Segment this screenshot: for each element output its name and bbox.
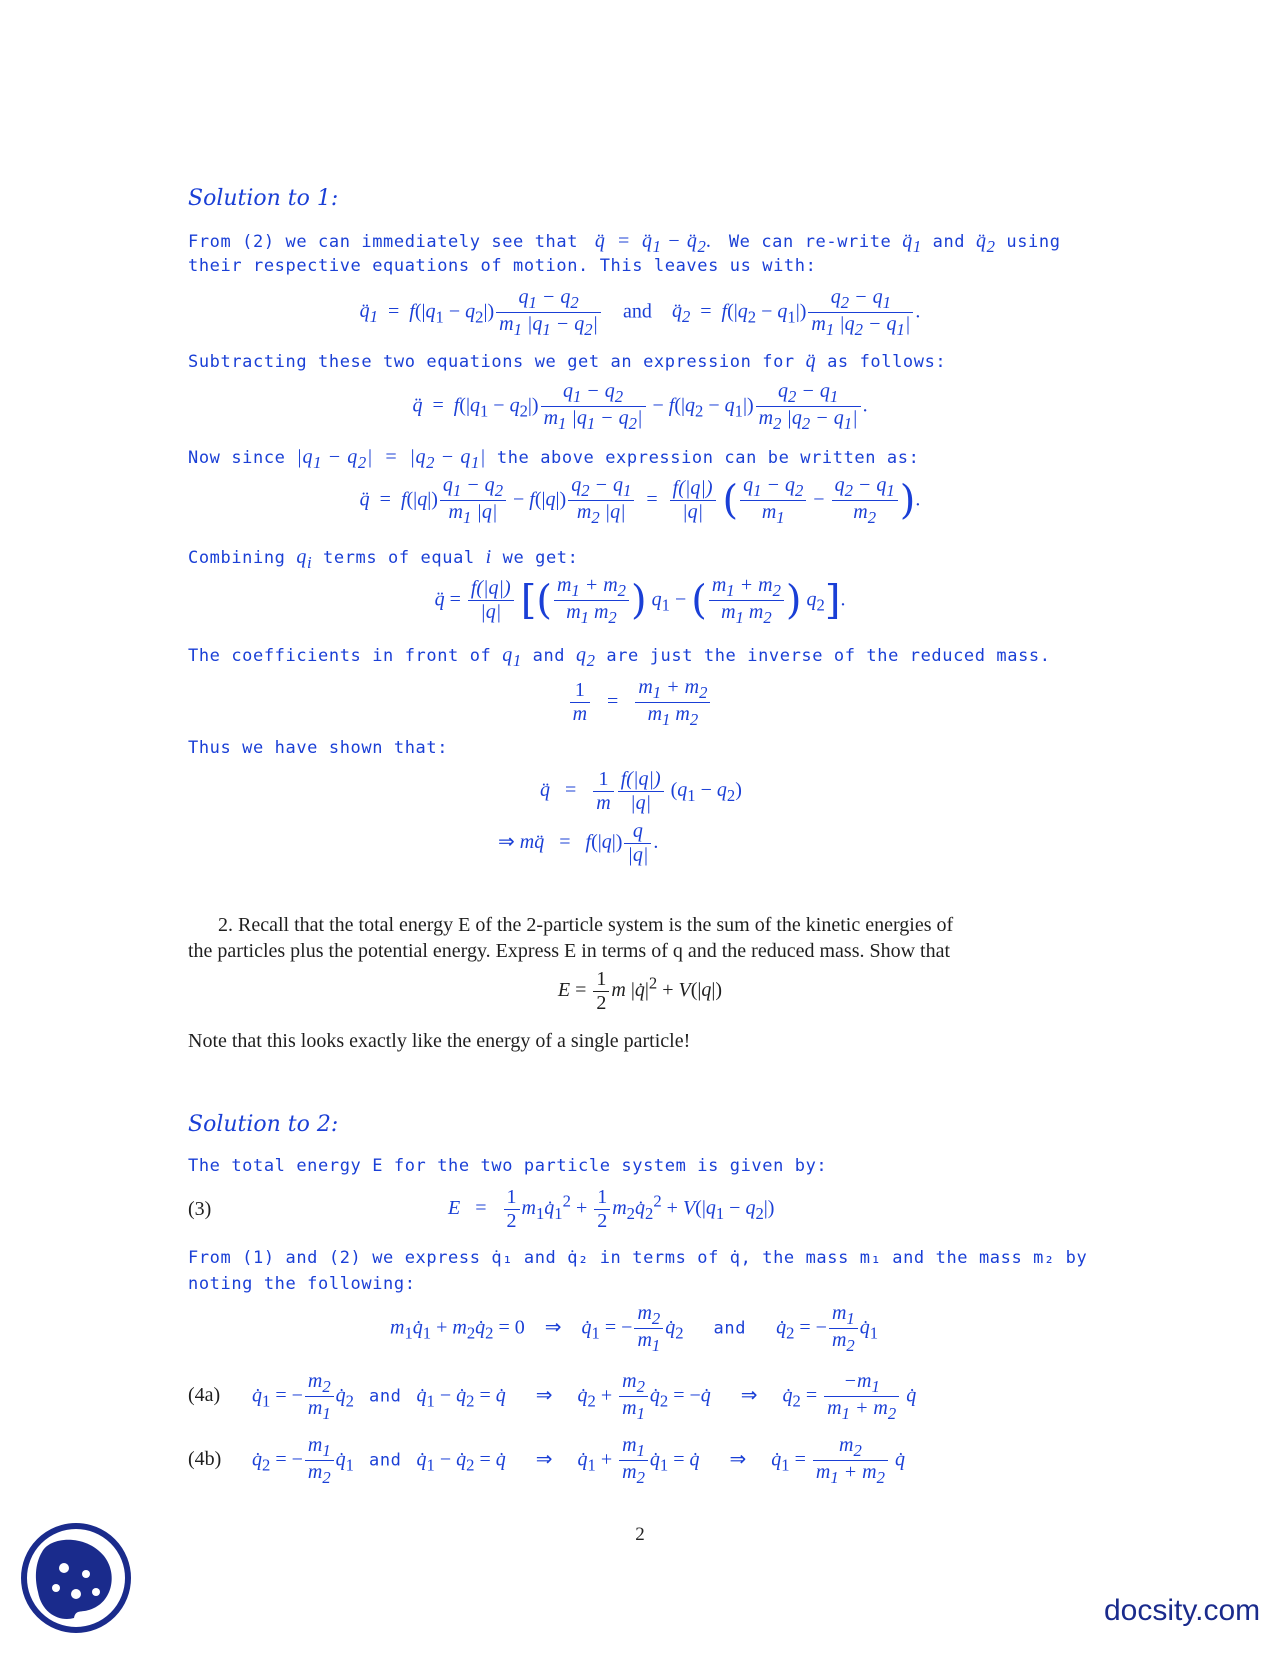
equation-4a-label: (4a) [188, 1384, 221, 1406]
equation-3-label: (3) [188, 1198, 212, 1220]
equation-4b: $q̇_2$ = − $\frac{m_1}{m_2}$ $q̇_1$ and $q̇_1$ − $q̇_2$ = q̇ ⇒ $q̇_1$ + $\frac{m_1}{m_2}$ $q̇_1$ = q̇ ⇒ $q̇_1$ = $\frac{m_2}{m_1 + m_2}$ q̇ [252, 1434, 905, 1488]
solution-2-from-text-line-1: From (1) and (2) we express q̇₁ and q̇₂ in terms of q̇, the mass m₁ and the mass m₂ by [188, 1248, 1088, 1268]
equation-qddot-result: q̈ = $\frac{1}{m}$ $\frac{f(|q|)}{|q|}$ $(q_1 - q_2)$ [540, 768, 742, 814]
solution-2-from-text-line-2: noting the following: [188, 1274, 416, 1294]
equation-energy-target: E = $\frac{1}{2}$ m $|q̇|^2 + V(|q|)$ [557, 968, 723, 1014]
solution-1-thus-text: Thus we have shown that: [188, 738, 449, 758]
equation-reduced-mass: $\frac{1}{m}$ = $\frac{m_1 + m_2}{m_1 m_2}$ [0, 676, 1280, 729]
equation-newton-form: ⇒ mq̈ = f(|q|) $\frac{q}{|q|}$ . [498, 820, 659, 866]
solution-1-subtracting-text: Subtracting these two equations we get an expression for q̈ as follows: [188, 350, 947, 372]
problem-2-note: Note that this looks exactly like the energy of a single particle! [188, 1030, 691, 1052]
equation-momentum-relation: $m_1q̇_1$ + $m_2q̇_2 = 0$ ⇒ $q̇_1$ = − $\frac{m_2}{m_1}$ $q̇_2$ and $q̇_2$ = − $\frac{m_1}{m_2}$ $q̇_1$ [390, 1302, 879, 1356]
equation-4b-label: (4b) [188, 1448, 222, 1470]
solution-2-total-energy-text: The total energy E for the two particle system is given by: [188, 1156, 828, 1176]
equation-qddot-difference: q̈ = $f(|q_1 - q_2|)$ $\frac{q_1 - q_2}{m_1 |q_1 - q_2|}$ − $f(|q_2 - q_1|)$ $\frac{q_2 - q_1}{m_2 |q_2 - q_1|}$ . [412, 380, 868, 434]
equation-qddot-components: $q̈_1 = f(|q_1 - q_2|)$ $\frac{q_1 - q_2}{m_1 |q_1 - q_2|}$ and $q̈_2 = f(|q_2 - q_1|)$ $\frac{q_2 - q_1}{m_1 |q_2 - q_1|}$ . [359, 286, 921, 340]
docsity-logo-icon [20, 1522, 132, 1634]
equation-4a: $q̇_1$ = − $\frac{m_2}{m_1}$ $q̇_2$ and $q̇_1$ − $q̇_2$ = q̇ ⇒ $q̇_2$ + $\frac{m_2}{m_1}$ $q̇_2$ = −q̇ ⇒ $q̇_2$ = $\frac{-m_1}{m_1 + m_2}$ q̇ [252, 1370, 917, 1424]
equation-qddot-combined: q̈ = $\frac{f(|q|)}{|q|}$ [( $\frac{m_1 + m_2}{m_1 m_2}$ ) $q_1$ − ( $\frac{m_1 + m_2}{m_1 m_2}$ ) $q_2$]. [434, 574, 846, 628]
equation-qddot-simplified: q̈ = f(|q|) $\frac{q_1 - q_2}{m_1 |q|}$ − f(|q|) $\frac{q_2 - q_1}{m_2 |q|}$ = $\frac{f(|q|)}{|q|}$ ( $\frac{q_1 - q_2}{m_1}$ − $\frac{q_2 - q_1}{m_2}$ ). [359, 474, 921, 528]
page-number: 2 [635, 1524, 645, 1545]
problem-2-line-1: 2. Recall that the total energy E of the 2-particle system is the sum of the kinetic energies of [218, 914, 954, 936]
solution-1-now-since-text: Now since $|q_1 - q_2| = |q_2 - q_1|$ the above expression can be written as: [188, 446, 920, 472]
solution-1-combining-text: Combining $q_i$ terms of equal i we get: [188, 546, 579, 572]
solution-1-paragraph-line-2: their respective equations of motion. This leaves us with: [188, 256, 817, 276]
solution-2-heading: Solution to 2: [188, 1112, 339, 1137]
equation-3-energy: E = $\frac{1}{2}$ $m_1q̇_1^2$ + $\frac{1}{2}$ $m_2q̇_2^2 + V(|q_1 - q_2|)$ [448, 1186, 775, 1232]
docsity-brand-text[interactable]: docsity.com [1104, 1594, 1261, 1627]
solution-1-coefficients-text: The coefficients in front of $q_1$ and $q_2$ are just the inverse of the reduced mass. [188, 644, 1051, 670]
solution-1-heading: Solution to 1: [188, 186, 339, 211]
problem-2-line-2: the particles plus the potential energy. Express E in terms of q and the reduced mass. Show that [188, 940, 951, 962]
solution-1-paragraph-line-1: From (2) we can immediately see that q̈ = $q̈_1$ − $q̈_2$. We can re-write $q̈_1$ and $q̈_2$ using [188, 230, 1061, 256]
